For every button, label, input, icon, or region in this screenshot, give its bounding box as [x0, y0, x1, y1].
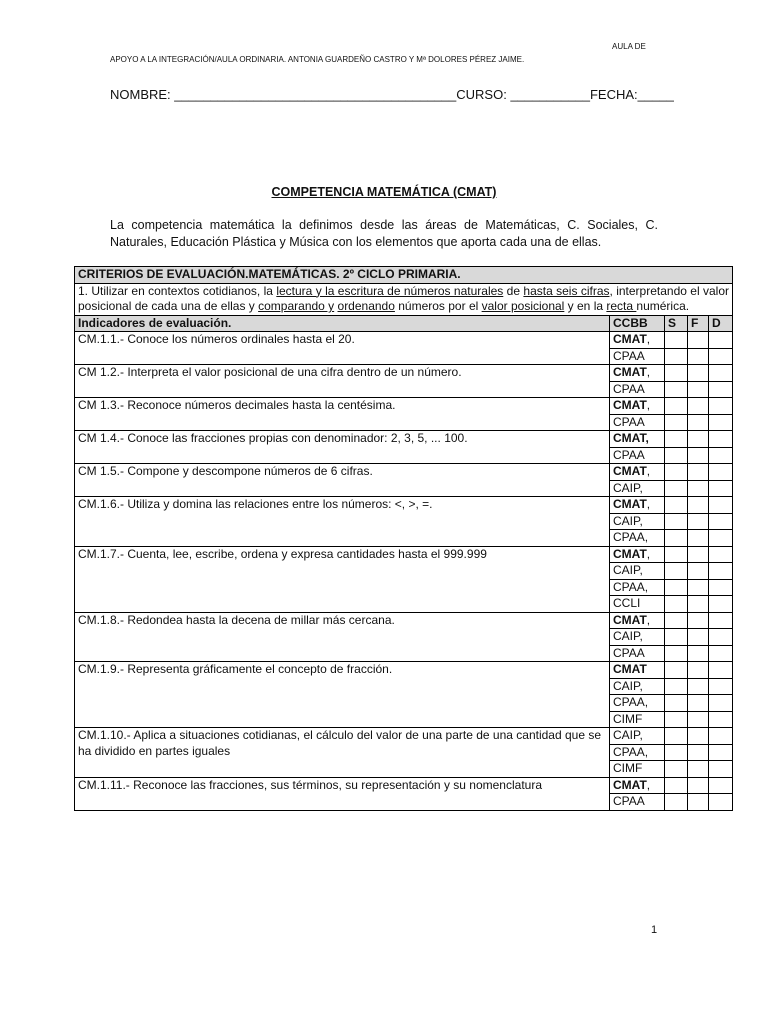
indicator-row — [75, 431, 733, 448]
mark-cell-s[interactable] — [665, 464, 688, 481]
curso-field[interactable]: ___________ — [506, 87, 590, 102]
mark-cell-d[interactable] — [709, 563, 733, 580]
mark-cell-f[interactable] — [688, 431, 709, 448]
criterion-part: de — [503, 283, 524, 298]
criterion-underlined: comparando y — [258, 299, 335, 313]
ccbb-code-bold: CMAT — [613, 612, 647, 627]
ccbb-code: , — [646, 497, 651, 511]
criterion-text — [75, 283, 733, 315]
ccbb-cell — [610, 744, 665, 761]
ccbb-code: CPAA — [613, 794, 645, 808]
mark-cell-d[interactable] — [709, 414, 733, 431]
nombre-field[interactable]: _______________________________________ — [170, 87, 457, 102]
mark-cell-d[interactable] — [709, 480, 733, 497]
ccbb-cell — [610, 695, 665, 712]
page-number: 1 — [651, 924, 658, 936]
ccbb-code: CAIP, — [613, 728, 643, 742]
criterion-underlined: lectura y la escritura de números naturales — [276, 283, 504, 298]
mark-cell-d[interactable] — [709, 744, 733, 761]
mark-cell-s[interactable] — [665, 497, 688, 514]
mark-cell-f[interactable] — [688, 596, 709, 613]
col-header-indicadores: Indicadores de evaluación. — [75, 315, 610, 332]
mark-cell-f[interactable] — [688, 744, 709, 761]
ccbb-cell — [610, 711, 665, 728]
mark-cell-s[interactable] — [665, 744, 688, 761]
ccbb-cell — [610, 645, 665, 662]
col-header-d: D — [709, 315, 733, 332]
mark-cell-d[interactable] — [709, 513, 733, 530]
mark-cell-d[interactable] — [709, 777, 733, 794]
mark-cell-f[interactable] — [688, 629, 709, 646]
indicator-text: CM.1.6.- Utiliza y domina las relaciones entre los números: <, >, =. — [75, 497, 610, 547]
indicator-row — [75, 332, 733, 349]
mark-cell-f[interactable] — [688, 645, 709, 662]
mark-cell-s[interactable] — [665, 447, 688, 464]
mark-cell-d[interactable] — [709, 579, 733, 596]
mark-cell-d[interactable] — [709, 365, 733, 382]
criterion-part: números por el — [394, 299, 482, 313]
indicator-text: CM.1.7.- Cuenta, lee, escribe, ordena y expresa cantidades hasta el 999.999 — [75, 546, 610, 612]
mark-cell-d[interactable] — [709, 348, 733, 365]
ccbb-cell — [610, 678, 665, 695]
indicator-row — [75, 398, 733, 415]
ccbb-cell — [610, 612, 665, 629]
fecha-label: FECHA: — [589, 87, 638, 102]
ccbb-cell — [610, 348, 665, 365]
indicator-text: CM.1.9.- Representa gráficamente el concepto de fracción. — [75, 662, 610, 728]
ccbb-cell — [610, 332, 665, 349]
mark-cell-f[interactable] — [688, 695, 709, 712]
indicator-row — [75, 464, 733, 481]
mark-cell-f[interactable] — [688, 546, 709, 563]
mark-cell-d[interactable] — [709, 530, 733, 547]
mark-cell-d[interactable] — [709, 662, 733, 679]
ccbb-cell — [610, 761, 665, 778]
mark-cell-s[interactable] — [665, 695, 688, 712]
indicator-text: CM.1.1.- Conoce los números ordinales hasta el 20. — [75, 332, 610, 365]
mark-cell-s[interactable] — [665, 513, 688, 530]
mark-cell-f[interactable] — [688, 563, 709, 580]
ccbb-cell — [610, 480, 665, 497]
column-header-row — [75, 315, 733, 332]
ccbb-cell — [610, 513, 665, 530]
ccbb-code: CIMF — [613, 711, 643, 726]
mark-cell-s[interactable] — [665, 480, 688, 497]
mark-cell-s[interactable] — [665, 332, 688, 349]
mark-cell-s[interactable] — [665, 612, 688, 629]
evaluation-table — [74, 266, 733, 811]
criterion-underlined: ordenando — [337, 299, 395, 313]
mark-cell-s[interactable] — [665, 794, 688, 811]
ccbb-cell — [610, 728, 665, 745]
mark-cell-d[interactable] — [709, 695, 733, 712]
mark-cell-s[interactable] — [665, 777, 688, 794]
mark-cell-d[interactable] — [709, 546, 733, 563]
criterios-title-row — [75, 267, 733, 284]
ccbb-cell — [610, 662, 665, 679]
col-header-f: F — [688, 315, 709, 332]
criterion-part: 1. Utilizar en contextos cotidianos, la — [78, 283, 277, 298]
mark-cell-d[interactable] — [709, 596, 733, 613]
ccbb-code-bold: CMAT — [613, 332, 647, 346]
ccbb-cell — [610, 530, 665, 547]
ccbb-cell — [610, 563, 665, 580]
ccbb-code: CPAA, — [613, 579, 649, 594]
ccbb-code: CPAA, — [613, 695, 649, 709]
mark-cell-d[interactable] — [709, 612, 733, 629]
mark-cell-s[interactable] — [665, 431, 688, 448]
mark-cell-f[interactable] — [688, 662, 709, 679]
indicator-row — [75, 612, 733, 629]
mark-cell-f[interactable] — [688, 761, 709, 778]
criterion-part: numérica. — [636, 299, 690, 313]
ccbb-cell — [610, 381, 665, 398]
mark-cell-f[interactable] — [688, 332, 709, 349]
indicator-row — [75, 662, 733, 679]
criterios-title: CRITERIOS DE EVALUACIÓN.MATEMÁTICAS. 2º CICLO PRIMARIA. — [75, 267, 733, 284]
ccbb-cell — [610, 398, 665, 415]
mark-cell-d[interactable] — [709, 497, 733, 514]
ccbb-cell — [610, 431, 665, 448]
mark-cell-f[interactable] — [688, 513, 709, 530]
indicator-text: CM 1.3.- Reconoce números decimales hasta la centésima. — [75, 398, 610, 431]
ccbb-code: CAIP, — [613, 563, 643, 577]
indicator-text: CM.1.11.- Reconoce las fracciones, sus términos, su representación y su nomenclatura — [75, 777, 610, 810]
ccbb-code: CPAA, — [613, 744, 649, 759]
mark-cell-f[interactable] — [688, 480, 709, 497]
ccbb-code: CIMF — [613, 761, 643, 775]
mark-cell-d[interactable] — [709, 794, 733, 811]
ccbb-code: , — [646, 777, 651, 792]
mark-cell-d[interactable] — [709, 629, 733, 646]
mark-cell-d[interactable] — [709, 447, 733, 464]
mark-cell-d[interactable] — [709, 645, 733, 662]
mark-cell-s[interactable] — [665, 761, 688, 778]
ccbb-code: , — [646, 464, 651, 478]
ccbb-code-bold: CMAT — [613, 497, 647, 511]
mark-cell-f[interactable] — [688, 414, 709, 431]
nombre-label: NOMBRE: — [110, 87, 171, 102]
indicator-row — [75, 497, 733, 514]
mark-cell-d[interactable] — [709, 431, 733, 448]
mark-cell-s[interactable] — [665, 728, 688, 745]
mark-cell-d[interactable] — [709, 761, 733, 778]
curso-label: CURSO: — [456, 87, 507, 102]
header-aula: AULA DE — [612, 42, 646, 51]
mark-cell-s[interactable] — [665, 381, 688, 398]
mark-cell-s[interactable] — [665, 563, 688, 580]
criterion-row — [75, 283, 733, 315]
ccbb-code: CCLI — [613, 596, 641, 610]
mark-cell-f[interactable] — [688, 530, 709, 547]
mark-cell-s[interactable] — [665, 678, 688, 695]
ccbb-code-bold: CMAT — [613, 662, 647, 676]
mark-cell-d[interactable] — [709, 398, 733, 415]
ccbb-code: CPAA — [613, 645, 645, 660]
mark-cell-s[interactable] — [665, 629, 688, 646]
mark-cell-s[interactable] — [665, 662, 688, 679]
ccbb-code-bold: CMAT — [613, 365, 647, 379]
mark-cell-s[interactable] — [665, 348, 688, 365]
mark-cell-f[interactable] — [688, 711, 709, 728]
mark-cell-f[interactable] — [688, 678, 709, 695]
ccbb-cell — [610, 497, 665, 514]
mark-cell-s[interactable] — [665, 579, 688, 596]
intro-paragraph: La competencia matemática la definimos desde las áreas de Matemáticas, C. Sociales, C. Naturales, Educación Plástica y Música con los elementos que aporta cada una de ellas. — [110, 218, 658, 249]
ccbb-code-bold: CMAT — [613, 464, 647, 478]
col-header-s: S — [665, 315, 688, 332]
mark-cell-f[interactable] — [688, 497, 709, 514]
criterion-part: , interpretando el valor posicional de cada una de ellas y — [78, 283, 730, 313]
fecha-field[interactable]: _____ — [637, 87, 674, 102]
mark-cell-s[interactable] — [665, 414, 688, 431]
ccbb-code-bold: CMAT — [613, 398, 647, 412]
mark-cell-f[interactable] — [688, 728, 709, 745]
indicator-row — [75, 365, 733, 382]
mark-cell-s[interactable] — [665, 530, 688, 547]
mark-cell-s[interactable] — [665, 711, 688, 728]
criterion-underlined: hasta seis cifras — [523, 283, 610, 298]
ccbb-code-bold: CMAT — [613, 777, 647, 792]
ccbb-code-bold: CMAT — [613, 546, 647, 561]
header-authors: APOYO A LA INTEGRACIÓN/AULA ORDINARIA. ANTONIA GUARDEÑO CASTRO Y Mª DOLORES PÉREZ JAIME. — [110, 55, 525, 64]
indicator-text: CM 1.5.- Compone y descompone números de 6 cifras. — [75, 464, 610, 497]
criterion-underlined: recta — [606, 299, 637, 313]
mark-cell-d[interactable] — [709, 332, 733, 349]
mark-cell-d[interactable] — [709, 678, 733, 695]
ccbb-code: CPAA — [613, 414, 645, 429]
mark-cell-f[interactable] — [688, 365, 709, 382]
document-title: COMPETENCIA MATEMÁTICA (CMAT) — [271, 185, 497, 199]
indicator-text: CM 1.2.- Interpreta el valor posicional de una cifra dentro de un número. — [75, 365, 610, 398]
ccbb-cell — [610, 629, 665, 646]
ccbb-cell — [610, 414, 665, 431]
ccbb-code: , — [646, 365, 651, 379]
ccbb-code: CAIP, — [613, 629, 643, 643]
ccbb-code: CAIP, — [613, 678, 643, 693]
mark-cell-d[interactable] — [709, 381, 733, 398]
mark-cell-s[interactable] — [665, 596, 688, 613]
ccbb-code: , — [646, 332, 651, 346]
indicator-row — [75, 546, 733, 563]
ccbb-code-bold: CMAT, — [613, 431, 649, 445]
mark-cell-f[interactable] — [688, 398, 709, 415]
mark-cell-f[interactable] — [688, 612, 709, 629]
ccbb-cell — [610, 546, 665, 563]
ccbb-code: CPAA — [613, 381, 645, 396]
mark-cell-d[interactable] — [709, 464, 733, 481]
indicator-text: CM 1.4.- Conoce las fracciones propias con denominador: 2, 3, 5, ... 100. — [75, 431, 610, 464]
mark-cell-f[interactable] — [688, 579, 709, 596]
ccbb-code: CPAA — [613, 348, 645, 363]
ccbb-cell — [610, 794, 665, 811]
ccbb-code: , — [646, 612, 651, 627]
mark-cell-f[interactable] — [688, 794, 709, 811]
ccbb-cell — [610, 579, 665, 596]
mark-cell-s[interactable] — [665, 398, 688, 415]
criterion-underlined: valor posicional — [481, 299, 565, 313]
student-info-line — [110, 87, 674, 102]
ccbb-cell — [610, 777, 665, 794]
ccbb-code: , — [646, 398, 651, 412]
mark-cell-s[interactable] — [665, 546, 688, 563]
mark-cell-d[interactable] — [709, 711, 733, 728]
ccbb-cell — [610, 365, 665, 382]
col-header-ccbb: CCBB — [610, 315, 665, 332]
indicator-text: CM.1.8.- Redondea hasta la decena de millar más cercana. — [75, 612, 610, 662]
ccbb-cell — [610, 447, 665, 464]
ccbb-code: , — [646, 546, 651, 561]
ccbb-code: CAIP, — [613, 480, 643, 495]
mark-cell-d[interactable] — [709, 728, 733, 745]
indicator-text: CM.1.10.- Aplica a situaciones cotidianas, el cálculo del valor de una parte de una cantidad que se ha dividido en partes iguales — [75, 728, 610, 778]
indicator-row — [75, 728, 733, 745]
mark-cell-s[interactable] — [665, 365, 688, 382]
mark-cell-f[interactable] — [688, 777, 709, 794]
ccbb-code: CAIP, — [613, 513, 643, 528]
ccbb-code: CPAA, — [613, 530, 649, 544]
ccbb-cell — [610, 596, 665, 613]
ccbb-code: CPAA — [613, 447, 645, 462]
ccbb-cell — [610, 464, 665, 481]
mark-cell-f[interactable] — [688, 348, 709, 365]
mark-cell-f[interactable] — [688, 447, 709, 464]
mark-cell-f[interactable] — [688, 381, 709, 398]
mark-cell-f[interactable] — [688, 464, 709, 481]
criterion-part: y en la — [564, 299, 607, 313]
mark-cell-s[interactable] — [665, 645, 688, 662]
indicator-row — [75, 777, 733, 794]
